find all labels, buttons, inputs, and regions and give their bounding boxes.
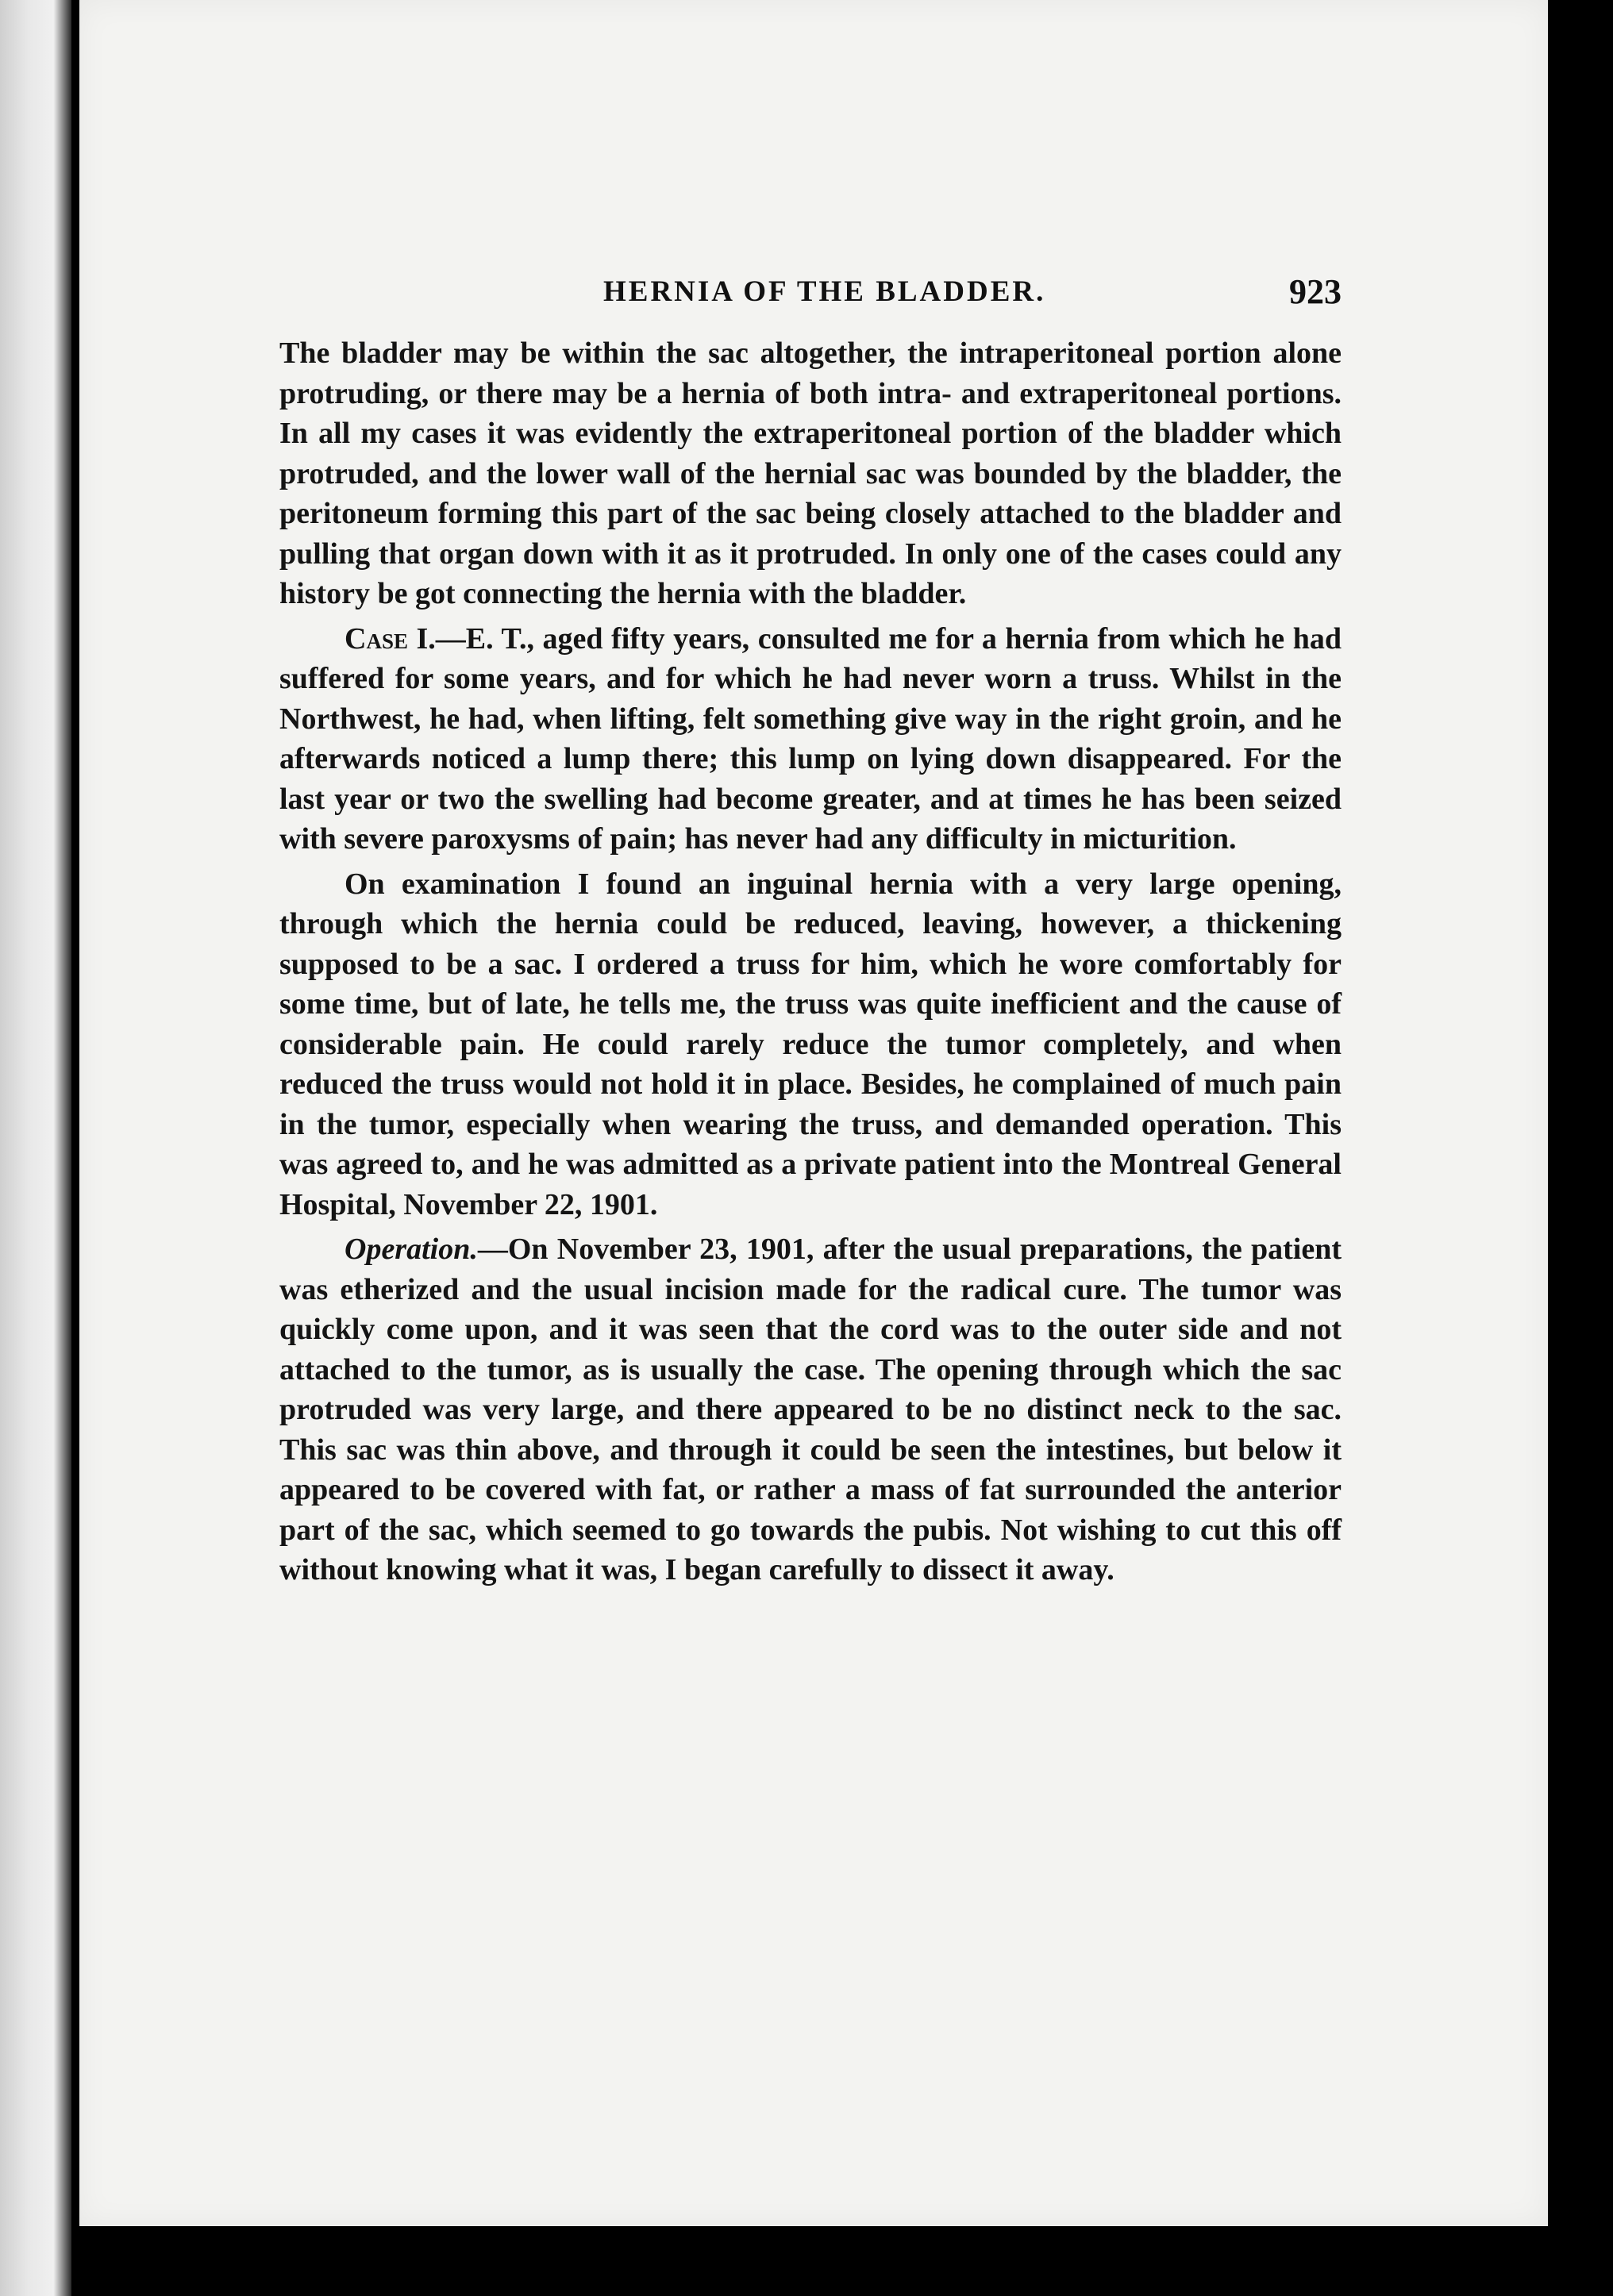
case-heading: Case I.: [345, 621, 436, 656]
page-number: 923: [1289, 272, 1342, 311]
paragraph: [279, 864, 1342, 1225]
running-title: HERNIA OF THE BLADDER.: [603, 275, 1046, 308]
paragraph: [279, 619, 1342, 860]
left-page-edge: [0, 0, 71, 2296]
paragraph-text: On examination I found an inguinal hernia with a very large opening, through which the hernia could be reduced, leaving, however, a thickening supposed to be a sac. I ordered a truss for him, which he wore comfortably for some time, but of late, he tells me, the truss was quite inefficient and the cause of considerable pain. He could rarely reduce the tumor completely, and when reduced the truss would not hold it in place. Besides, he complained of much pain in the tumor, especially when wearing the truss, and demanded operation. This was agreed to, and he was admitted as a private patient into the Montreal General Hospital, November 22, 1901.: [279, 867, 1342, 1221]
book-page: [79, 0, 1548, 2226]
paragraph: [279, 333, 1342, 614]
paragraph-text: —On November 23, 1901, after the usual preparations, the patient was etherized and the usual incision made for the radical cure. The tumor was quickly come upon, and it was seen that the cord was to the outer side and not attached to the tumor, as is usually the case. The opening through which the sac protruded was very large, and there appeared to be no distinct neck to the sac. This sac was thin above, and through it could be seen the intestines, but below it appeared to be covered with fat, or rather a mass of fat surrounded the anterior part of the sac, which seemed to go towards the pubis. Not wishing to cut this off without knowing what it was, I began carefully to dissect it away.: [279, 1233, 1342, 1586]
running-head: [278, 262, 1342, 325]
paragraph: [279, 1229, 1342, 1590]
section-heading: Operation.: [345, 1233, 478, 1266]
body-text: [279, 333, 1342, 1590]
paragraph-text: The bladder may be within the sac altogether, the intraperitoneal portion alone protruding, or there may be a hernia of both intra- and extraperitoneal portions. In all my cases it was evidently the extraperitoneal portion of the bladder which protruded, and the lower wall of the hernial sac was bounded by the bladder, the peritoneum forming this part of the sac being closely attached to the bladder and pulling that organ down with it as it protruded. In only one of the cases could any history be got connecting the hernia with the bladder.: [279, 337, 1342, 610]
paragraph-text: —E. T., aged fifty years, consulted me for a hernia from which he had suffered for some years, and for which he had never worn a truss. Whilst in the Northwest, he had, when lifting, felt something give way in the right groin, and he afterwards noticed a lump there; this lump on lying down disappeared. For the last year or two the swelling had become greater, and at times he has been seized with severe paroxysms of pain; has never had any difficulty in micturition.: [279, 621, 1342, 856]
